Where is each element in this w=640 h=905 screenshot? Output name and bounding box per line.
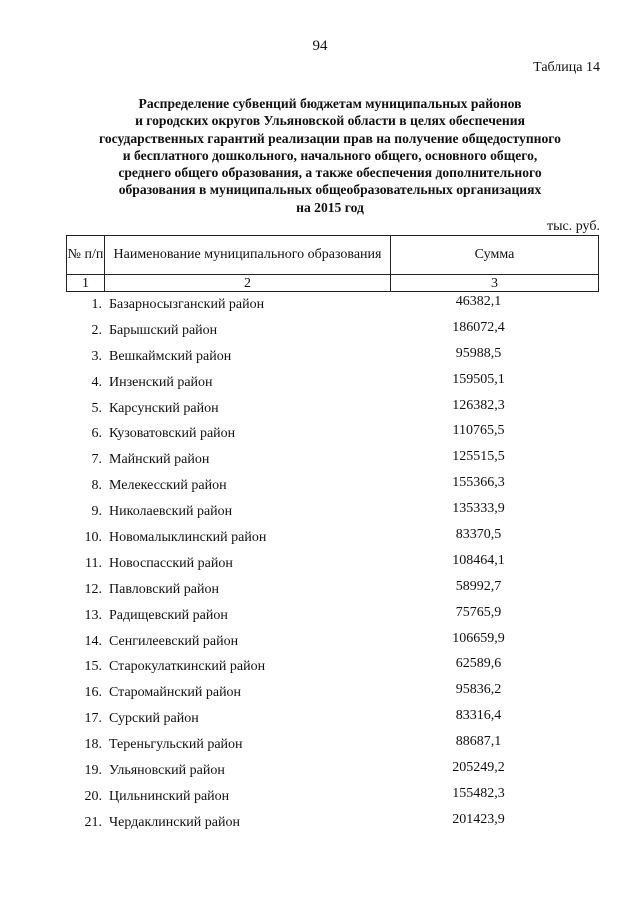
table-label: Таблица 14 [533,60,600,75]
table-row [66,294,599,320]
table-row [66,786,599,812]
title-line: среднего общего образования, а также обеспечения дополнительного [118,165,542,181]
row-sum: 83316,4 [455,708,502,724]
header-index-2: 2 [105,275,391,292]
row-name: Новомалыклинский район [109,530,267,546]
row-sum: 126382,3 [452,397,505,413]
table-row [66,449,599,475]
row-name: Барышский район [109,322,218,338]
row-sum: 106659,9 [452,630,505,646]
table-row [66,372,599,398]
row-name: Ульяновский район [109,763,225,779]
title-line: на 2015 год [296,199,364,215]
title-line: государственных гарантий реализации прав на получение общедоступного [99,130,561,146]
table-body [66,294,599,838]
row-sum: 83370,5 [455,527,502,543]
row-num: 6. [91,426,102,442]
row-name: Сенгилеевский район [109,633,239,649]
row-name: Инзенский район [109,374,213,390]
row-num: 20. [84,788,102,804]
row-num: 8. [91,478,102,494]
row-name: Тереньгульский район [109,737,243,753]
page-number: 94 [312,38,328,54]
row-sum: 110765,5 [452,423,505,439]
row-name: Майнский район [109,452,210,468]
row-name: Мелекесский район [109,478,227,494]
row-num: 19. [84,763,102,779]
row-num: 18. [84,737,102,753]
units-label: тыс. руб. [547,219,600,234]
row-num: 9. [91,504,102,520]
row-name: Цильнинский район [109,788,230,804]
row-sum: 88687,1 [455,734,502,750]
row-sum: 108464,1 [452,552,505,568]
row-num: 15. [84,659,102,675]
row-sum: 58992,7 [455,578,502,594]
row-sum: 75765,9 [455,604,502,620]
row-num: 16. [84,685,102,701]
title-line: и городских округов Ульяновской области в целях обеспечения [135,113,525,129]
row-num: 11. [85,555,102,571]
table-row [66,423,599,449]
title-line: образования в муниципальных общеобразовательных организациях [118,182,542,198]
row-name: Вешкаймский район [109,348,232,364]
header-index-3: 3 [391,275,599,292]
header-col-name: Наименование муниципального образования [105,236,391,275]
row-num: 4. [91,374,102,390]
row-sum: 186072,4 [452,319,505,335]
document-title [60,95,600,216]
title-line: и бесплатного дошкольного, начального общего, основного общего, [122,147,538,163]
table-row [66,320,599,346]
table-header [66,235,599,292]
row-sum: 135333,9 [452,501,505,517]
row-sum: 155482,3 [452,785,505,801]
row-name: Павловский район [109,581,219,597]
row-name: Карсунский район [109,400,219,416]
row-sum: 155366,3 [452,475,505,491]
row-num: 17. [84,711,102,727]
row-sum: 95988,5 [455,345,502,361]
row-sum: 62589,6 [455,656,502,672]
table-row [66,527,599,553]
table-row [66,631,599,657]
table-row [66,579,599,605]
row-name: Базарносызганский район [109,297,265,312]
row-num: 21. [84,814,102,830]
row-num: 1. [91,297,102,312]
row-sum: 125515,5 [452,449,505,465]
table-row [66,656,599,682]
table-row [66,708,599,734]
row-name: Радищевский район [109,607,228,623]
table-row [66,501,599,527]
header-index-1: 1 [67,275,105,292]
row-name: Чердаклинский район [109,814,240,830]
row-sum: 46382,1 [455,294,502,309]
row-num: 5. [91,400,102,416]
row-sum: 205249,2 [452,760,505,776]
row-num: 2. [91,322,102,338]
row-num: 13. [84,607,102,623]
row-sum: 95836,2 [455,682,502,698]
table-row [66,475,599,501]
row-name: Старомайнский район [109,685,242,701]
header-col-sum: Сумма [391,236,599,275]
row-num: 7. [91,452,102,468]
row-num: 10. [84,530,102,546]
row-num: 12. [84,581,102,597]
row-name: Сурский район [109,711,199,727]
header-col-num: № п/п [67,236,105,275]
row-num: 14. [84,633,102,649]
table-row [66,682,599,708]
title-line: Распределение субвенций бюджетам муниципальных районов [138,96,522,111]
table-row [66,605,599,631]
row-num: 3. [91,348,102,364]
table-row [66,346,599,372]
row-name: Старокулаткинский район [109,659,266,675]
table-row [66,398,599,424]
table-row [66,553,599,579]
row-sum: 159505,1 [452,371,505,387]
row-name: Новоспасский район [109,555,233,571]
row-name: Николаевский район [109,504,233,520]
table-row [66,760,599,786]
row-name: Кузоватовский район [109,426,236,442]
table-row [66,812,599,838]
row-sum: 201423,9 [452,811,505,827]
table-row [66,734,599,760]
